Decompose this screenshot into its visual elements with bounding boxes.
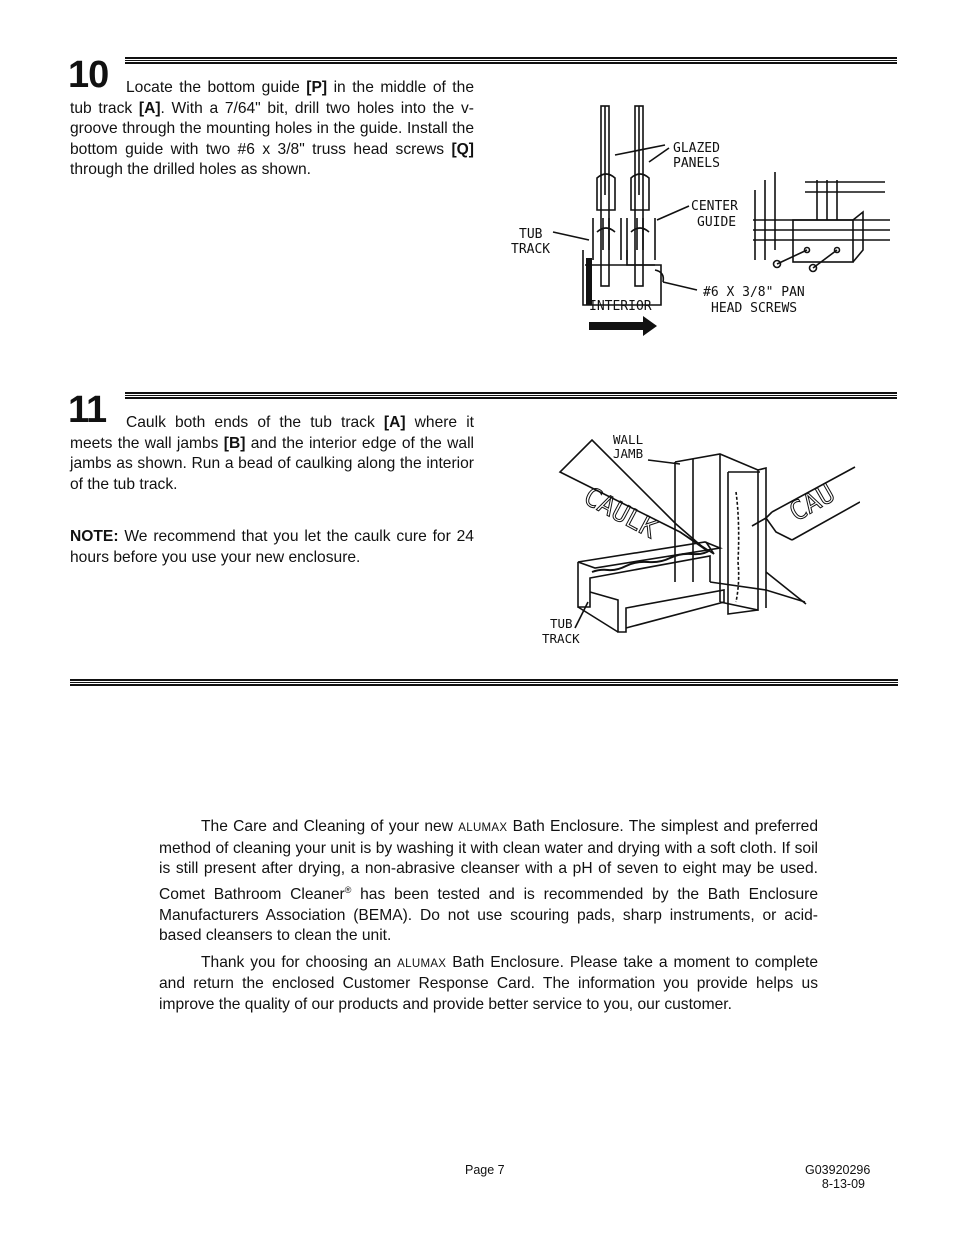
label-interior: INTERIOR bbox=[589, 299, 652, 314]
label-caulk-right: CAU bbox=[784, 478, 841, 529]
step-10-rule bbox=[125, 57, 897, 64]
document-id bbox=[805, 1163, 871, 1191]
label-caulk-left: CAULK bbox=[578, 481, 662, 545]
label-screws-1: #6 X 3/8" PAN bbox=[703, 285, 805, 300]
label-tub-track-2: TRACK bbox=[542, 631, 580, 646]
label-tub-track-2: TRACK bbox=[511, 242, 551, 257]
label-tub-track-1: TUB bbox=[550, 616, 573, 631]
step-11-number: 11 bbox=[68, 389, 107, 431]
label-screws-2: HEAD SCREWS bbox=[711, 301, 798, 316]
care-and-cleaning bbox=[159, 817, 818, 1016]
step-11-diagram bbox=[530, 432, 860, 652]
label-tub-track-1: TUB bbox=[519, 227, 543, 242]
step-10-instructions: Locate the bottom guide [P] in the middle of the tub track [A]. With a 7/64" bit, drill two holes into the v-groove through the mounting holes in the guide. Install the bottom guide with two #6 x 3/8" truss head screws [Q] through the drilled holes as shown. bbox=[70, 79, 474, 179]
step-11-rule bbox=[125, 392, 897, 399]
label-wall-jamb-1: WALL bbox=[613, 432, 644, 447]
step-10-number: 10 bbox=[68, 54, 109, 96]
label-center-guide-2: GUIDE bbox=[697, 215, 737, 230]
section-divider bbox=[70, 679, 898, 686]
thank-you-paragraph: Thank you for choosing an ALUMAX Bath Enclosure. Please take a moment to complete and return the enclosed Customer Response Card. The information you provide helps us improve the quality of our products and provide better service to you, our customer. bbox=[159, 953, 818, 1013]
label-wall-jamb-2: JAMB bbox=[613, 446, 644, 461]
step-10-diagram bbox=[505, 100, 900, 340]
doc-date: 8-13-09 bbox=[821, 1177, 865, 1191]
label-center-guide-1: CENTER bbox=[691, 199, 738, 214]
step-11-note: NOTE: We recommend that you let the caulk cure for 24 hours before you use your new enclosure. bbox=[70, 528, 474, 566]
step-11-instructions: Caulk both ends of the tub track [A] where it meets the wall jambs [B] and the interior edge of the wall jambs as shown. Run a bead of caulking along the interior of the tub track. bbox=[70, 414, 474, 493]
care-paragraph: The Care and Cleaning of your new ALUMAX Bath Enclosure. The simplest and preferred method of cleaning your unit is by washing it with clean water and drying with a soft cloth. If soil is still present after drying, a non-abrasive cleanser with a pH of seven to eight may be used. Comet Bathroom Cleaner® has been tested and is recommended by the Bath Enclosure Manufacturers Association (BEMA). Do not use scouring pads, sharp instruments, or acid-based cleansers to clean the unit. bbox=[159, 818, 818, 945]
label-glazed-panels-1: GLAZED bbox=[673, 141, 720, 156]
doc-number: G03920296 bbox=[805, 1163, 871, 1177]
label-glazed-panels-2: PANELS bbox=[673, 156, 720, 171]
page-number: Page 7 bbox=[465, 1163, 505, 1177]
